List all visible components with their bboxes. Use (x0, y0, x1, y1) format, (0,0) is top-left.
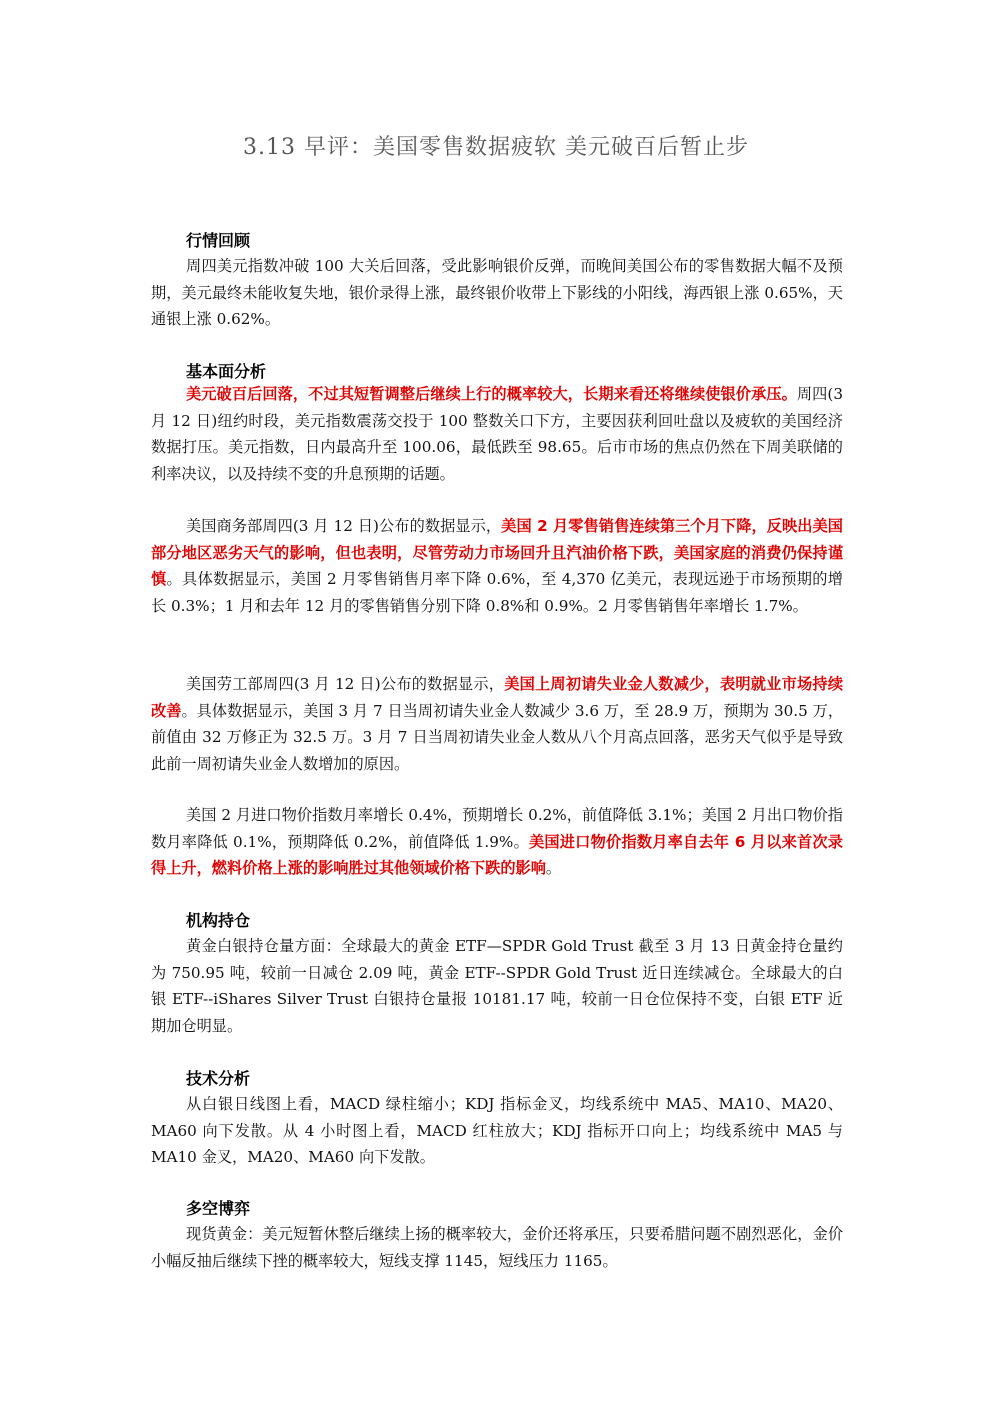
body-text: 。具体数据显示，美国 3 月 7 日当周初请失业金人数减少 3.6 万，至 28.9 万，预期为 30.5 万，前值由 32 万修正为 32.5 万。3 月 7 日当周初请失业金人数从八个月高点回落，恶劣天气似乎是导致此前一周初请失业金人数增加的原因。 (151, 701, 844, 773)
highlight-text: 美元破百后回落，不过其短暂调整后继续上行的概率较大，长期来看还将继续使银价承压。 (186, 385, 797, 403)
highlight-text: 美国上周初请失业金人数减少，表明就业市场持续改善 (151, 675, 844, 720)
section-heading-technical: 技术分析 (186, 1069, 251, 1088)
paragraph-technical: 从白银日线图上看，MACD 绿柱缩小；KDJ 指标金叉，均线系统中 MA5、MA10、MA20、MA60 向下发散。从 4 小时图上看，MACD 红柱放大；KDJ 指标开口向上；均线系统中 MA5 与 MA10 金叉，MA20、MA60 向下发散。 (151, 1095, 843, 1166)
paragraph-fundamental-1 (151, 381, 843, 487)
paragraph-institution: 黄金白银持仓量方面：全球最大的黄金 ETF—SPDR Gold Trust 截至 3 月 13 日黄金持仓量约为 750.95 吨，较前一日减仓 2.09 吨，黄金 ETF--SPDR Gold Trust 近日连续减仓。全球最大的白银 ETF--iShares Silver Trust 白银持仓量报 10181.17 吨，较前一日仓位保持不变，白银 ETF 近期加仓明显。 (151, 937, 843, 1035)
paragraph-review: 周四美元指数冲破 100 大关后回落，受此影响银价反弹，而晚间美国公布的零售数据大幅不及预期，美元最终未能收复失地，银价录得上涨，最终银价收带上下影线的小阳线，海西银上涨 0.65%，天通银上涨 0.62%。 (151, 257, 843, 328)
paragraph-fundamental-2 (151, 513, 843, 619)
section-heading-review: 行情回顾 (186, 231, 251, 250)
paragraph-fundamental-3 (151, 671, 843, 777)
page-title: 3.13 早评：美国零售数据疲软 美元破百后暂止步 (243, 135, 749, 160)
paragraph-game: 现货黄金：美元短暂休整后继续上扬的概率较大，金价还将承压，只要希腊问题不剧烈恶化，金价小幅反抽后继续下挫的概率较大，短线支撑 1145，短线压力 1165。 (151, 1225, 843, 1270)
body-text: 。 (545, 859, 562, 877)
body-text: 美国 2 月进口物价指数月率增长 0.4%，预期增长 0.2%，前值降低 3.1%；美国 2 月出口物价指数月率降低 0.1%，预期降低 0.2%，前值降低 1.9%。 (151, 806, 843, 851)
highlight-text: 美国 2 月零售销售连续第三个月下降，反映出美国部分地区恶劣天气的影响，但也表明，尽管劳动力市场回升且汽油价格下跌，美国家庭的消费仍保持谨慎 (151, 517, 843, 588)
section-heading-fundamental: 基本面分析 (186, 362, 267, 381)
paragraph-fundamental-4 (151, 802, 843, 882)
body-text: 美国劳工部周四(3 月 12 日)公布的数据显示， (186, 675, 505, 693)
body-text: 。具体数据显示，美国 2 月零售销售月率下降 0.6%，至 4,370 亿美元，表现远逊于市场预期的增长 0.3%；1 月和去年 12 月的零售销售分别下降 0.8%和 0.9%。2 月零售销售年率增长 1.7%。 (151, 570, 843, 615)
body-text: 美国商务部周四(3 月 12 日)公布的数据显示， (186, 517, 502, 535)
section-heading-game: 多空博弈 (186, 1199, 251, 1218)
body-text: 周四(3 月 12 日)纽约时段，美元指数震荡交投于 100 整数关口下方，主要因获利回吐盘以及疲软的美国经济数据打压。美元指数，日内最高升至 100.06，最低跌至 98.65。后市市场的焦点仍然在下周美联储的利率决议，以及持续不变的升息预期的话题。 (151, 385, 844, 483)
section-heading-institution: 机构持仓 (186, 911, 251, 930)
highlight-text: 美国进口物价指数月率自去年 6 月以来首次录得上升，燃料价格上涨的影响胜过其他领域价格下跌的影响 (151, 832, 843, 877)
